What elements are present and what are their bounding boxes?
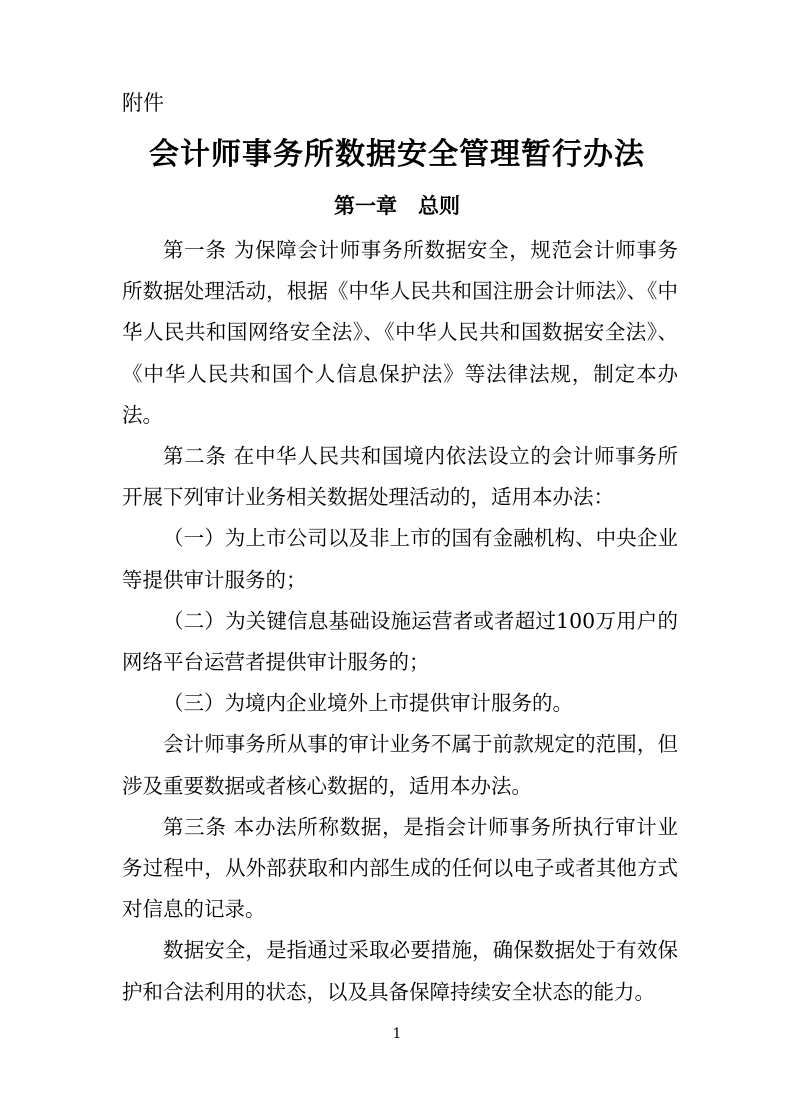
chapter-heading: 第一章 总则: [334, 194, 460, 218]
document-body: [122, 230, 678, 1013]
article-2-supplement: 会计师事务所从事的审计业务不属于前款规定的范围，但涉及重要数据或者核心数据的，适用本办法。: [122, 732, 678, 798]
article-2-item-1: （一）为上市公司以及非上市的国有金融机构、中央企业等提供审计服务的；: [122, 526, 678, 592]
attachment-label: 附件: [122, 91, 164, 115]
article-1-paragraph: 第一条 为保障会计师事务所数据安全，规范会计师事务所数据处理活动，根据《中华人民共和国注册会计师法》、《中华人民共和国网络安全法》、《中华人民共和国数据安全法》、《中华人民共和国个人信息保护法》等法律法规，制定本办法。: [122, 238, 678, 427]
document-title: 会计师事务所数据安全管理暂行办法: [149, 137, 645, 172]
article-2-item-2: （二）为关键信息基础设施运营者或者超过100万用户的网络平台运营者提供审计服务的；: [122, 608, 678, 675]
article-3-paragraph: 第三条 本办法所称数据，是指会计师事务所执行审计业务过程中，从外部获取和内部生成的任何以电子或者其他方式对信息的记录。: [122, 814, 678, 922]
page-number: 1: [392, 1026, 402, 1042]
data-security-definition: 数据安全，是指通过采取必要措施，确保数据处于有效保护和合法利用的状态，以及具备保障持续安全状态的能力。: [122, 938, 678, 1004]
article-2-item-3: （三）为境内企业境外上市提供审计服务的。: [163, 691, 573, 716]
article-2-paragraph: 第二条 在中华人民共和国境内依法设立的会计师事务所开展下列审计业务相关数据处理活动的，适用本办法：: [122, 444, 678, 510]
